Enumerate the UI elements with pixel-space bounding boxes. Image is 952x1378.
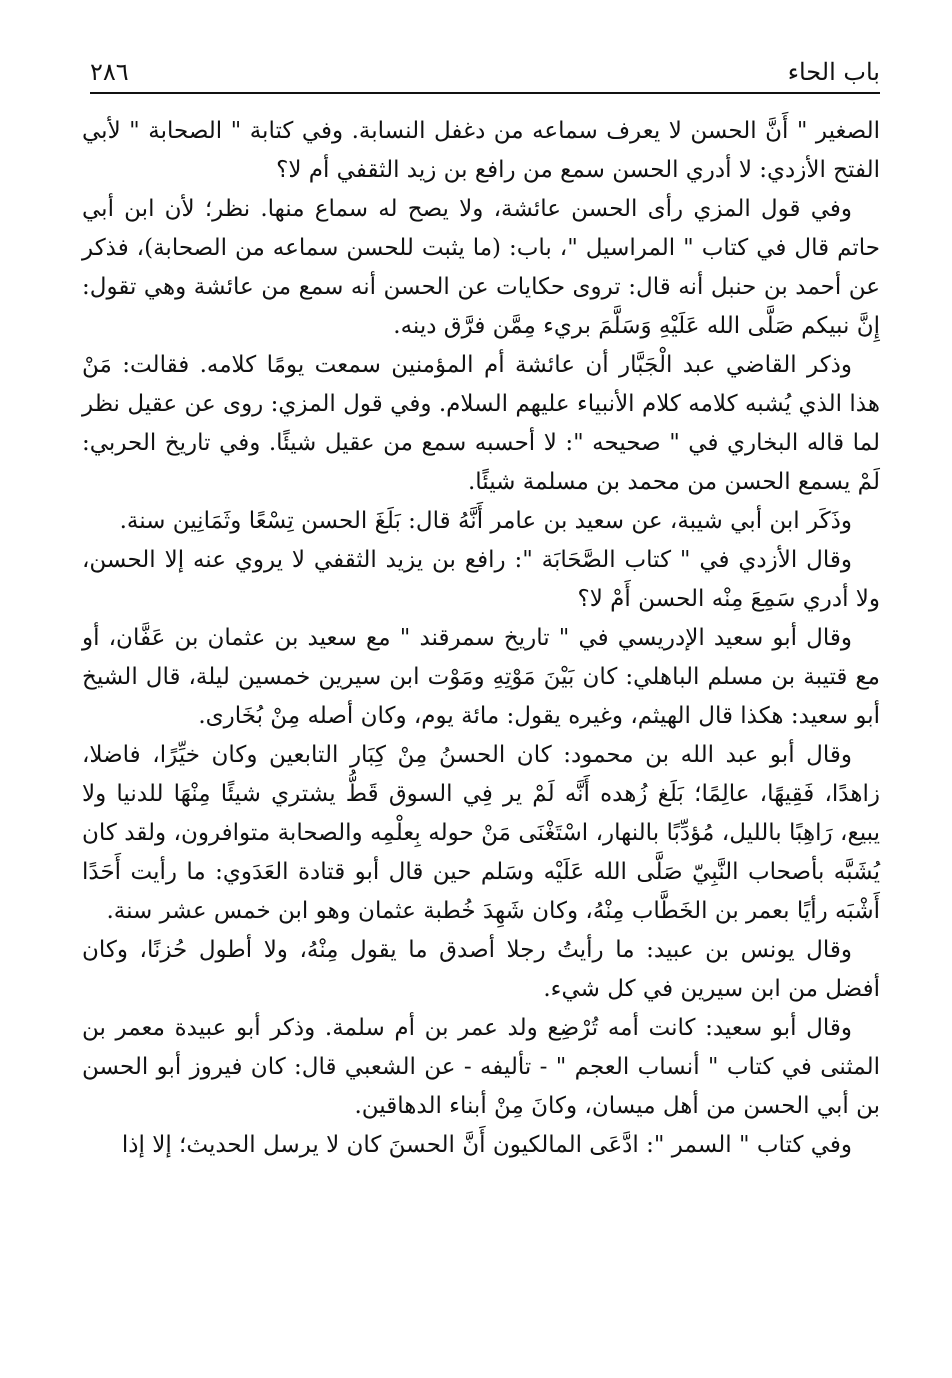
- paragraph-2: وفي قول المزي رأى الحسن عائشة، ولا يصح له سماع منها. نظر؛ لأن ابن أبي حاتم قال في كتاب " المراسيل "، باب: (ما يثبت للحسن سماعه من الصحابة)، فذكر عن أحمد بن حنبل أنه قال: تروى حكايات عن الحسن أنه سمع من عائشة وهي تقول: إِنَّ نبيكم صَلَّى الله عَلَيْهِ وَسَلَّمَ بريء مِمَّن فرَّق دينه.: [82, 196, 880, 339]
- page-body: [82, 112, 880, 1165]
- paragraph-3: وذكر القاضي عبد الْجَبَّار أن عائشة أم المؤمنين سمعت يومًا كلامه. فقالت: مَنْ هذا الذي يُشبه كلامه كلام الأنبياء عليهم السلام. وفي قول المزي: روى عن عقيل نظر لما قاله البخاري في " صحيحه ": لا أحسبه سمع من عقيل شيئًا. وفي تاريخ الحربي: لَمْ يسمع الحسن من محمد بن مسلمة شيئًا.: [82, 352, 880, 495]
- paragraph-6: وقال أبو سعيد الإدريسي في " تاريخ سمرقند " مع سعيد بن عثمان بن عَفَّان، أو مع قتيبة بن مسلم الباهلي: كان بَيْنَ مَوْتِهِ ومَوْت ابن سيرين خمسين ليلة، قال الشيخ أبو سعيد: هكذا قال الهيثم، وغيره يقول: مائة يوم، وكان أصله مِنْ بُخَارى.: [82, 625, 880, 729]
- paragraph-4: وذَكَر ابن أبي شيبة، عن سعيد بن عامر أَنَّهُ قال: بَلَغَ الحسن تِسْعًا وثَمَانِين سنة.: [119, 508, 852, 534]
- paragraph-5: وقال الأزدي في " كتاب الصَّحَابَة ": رافع بن يزيد الثقفي لا يروي عنه إلا الحسن، ولا أدري سَمِعَ مِنْه الحسن أَمْ لا؟: [82, 547, 880, 612]
- paragraph-1: الصغير " أَنَّ الحسن لا يعرف سماعه من دغفل النسابة. وفي كتابة " الصحابة " لأبي الفتح الأزدي: لا أدري الحسن سمع من رافع بن زيد الثقفي أم لا؟: [82, 118, 880, 183]
- paragraph-10: وفي كتاب " السمر ": ادَّعَى المالكيون أَنَّ الحسنَ كان لا يرسل الحديث؛ إلا إذا: [121, 1132, 852, 1158]
- page-header: [90, 52, 880, 94]
- paragraph-7: وقال أبو عبد الله بن محمود: كان الحسنُ مِنْ كِبَار التابعين وكان خيِّرًا، فاضلا، زاهدًا، فَقِيهًا، عالِمًا؛ بَلَغ زُهده أَنَّه لَمْ ير فِي السوق قَطُّ يشتري شيئًا مِنْهَا للدنيا ولا يبيع، رَاهِبًا بالليل، مُؤدِّبًا بالنهار، اسْتَغْنَى مَنْ حوله بِعلْمِه والصحابة متوافرون، ولقد كان يُشَبَّه بأصحاب النَّبِيّ صَلَّى الله عَلَيْه وسَلم حين قال أبو قتادة العَدَوي: ما رأيت أَحَدًا أَشْبَه رأيًا بعمر بن الخَطَّاب مِنْهُ، وكان شَهِدَ خُطبة عثمان وهو ابن خمس عشر سنة.: [82, 742, 880, 924]
- chapter-title: باب الحاء: [787, 58, 880, 86]
- page-number: ٢٨٦: [90, 58, 129, 86]
- paragraph-8: وقال يونس بن عبيد: ما رأيتُ رجلا أصدق ما يقول مِنْهُ، ولا أطول حُزنًا، وكان أفضل من ابن سيرين في كل شيء.: [82, 937, 880, 1002]
- paragraph-9: وقال أبو سعيد: كانت أمه تُرْضِع ولد عمر بن أم سلمة. وذكر أبو عبيدة معمر بن المثنى في كتاب " أنساب العجم " - تأليفه - عن الشعبي قال: كان فيروز أبو الحسن بن أبي الحسن من أهل ميسان، وكانَ مِنْ أبناء الدهاقين.: [82, 1015, 880, 1119]
